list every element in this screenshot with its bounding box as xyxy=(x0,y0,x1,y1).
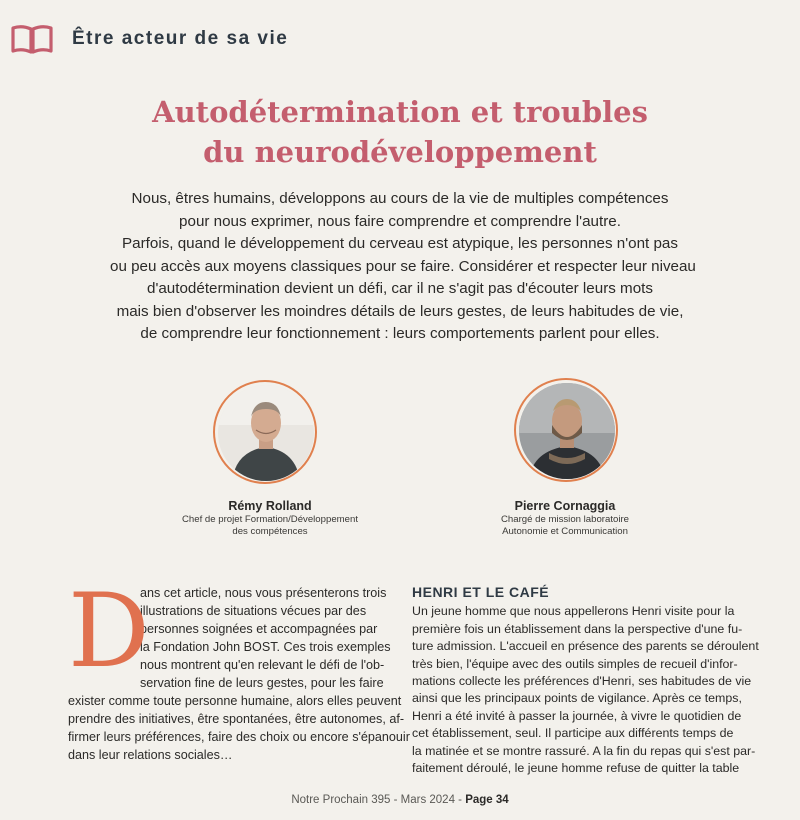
body-line: servation fine de leurs gestes, pour les faire xyxy=(140,676,384,690)
portrait-photo xyxy=(519,383,615,479)
author-portrait xyxy=(514,378,618,482)
body-line: cet établissement, seul. Il participe aux différents temps de xyxy=(412,726,734,741)
section-title: Être acteur de sa vie xyxy=(72,28,289,49)
article-intro xyxy=(110,188,696,346)
article-title-line: du neurodéveloppement xyxy=(203,135,597,169)
author-role-line: Autonomie et Communication xyxy=(502,526,628,537)
author-card xyxy=(470,498,660,538)
body-line: personnes soignées et accompagnées par xyxy=(140,622,378,636)
body-line: très bien, l'équipe avec des outils simples de recueil d'infor- xyxy=(412,656,738,671)
author-role xyxy=(175,514,365,538)
story-heading: HENRI ET LE CAFÉ xyxy=(412,584,550,600)
body-line: ainsi que les principaux points de vigilance. Après ce temps, xyxy=(412,691,742,706)
footer-text: Notre Prochain 395 - Mars 2024 - xyxy=(291,794,466,806)
story-column xyxy=(412,584,759,777)
author-name: Pierre Cornaggia xyxy=(514,499,616,513)
body-line: ans cet article, nous vous présenterons trois xyxy=(140,586,387,600)
open-book-icon xyxy=(10,23,54,55)
body-line: mations collecte les préférences d'Henri, ses habitudes de vie xyxy=(412,674,752,689)
section-header xyxy=(10,22,288,56)
intro-line: de comprendre leur fonctionnement : leurs comportements parlent pour elles. xyxy=(140,325,660,342)
intro-line: ou peu accès aux moyens classiques pour se faire. Considérer et respecter leur niveau xyxy=(110,257,696,275)
author-role-line: Chargé de mission laboratoire xyxy=(501,514,629,525)
body-line: exister comme toute personne humaine, alors elles peuvent xyxy=(68,694,402,708)
body-line: la matinée et se montre rassuré. A la fin du repas qui s'est par- xyxy=(412,743,756,758)
author-name: Rémy Rolland xyxy=(228,499,312,513)
intro-line: d'autodétermination devient un défi, car il ne s'agit pas d'écouter leurs mots xyxy=(147,280,653,297)
body-line: la Fondation John BOST. Ces trois exemples xyxy=(140,640,391,654)
body-line: faitement déroulé, le jeune homme refuse de quitter la table xyxy=(412,761,740,776)
body-line: dans leur relations sociales… xyxy=(68,748,233,762)
intro-line: Nous, êtres humains, développons au cours de la vie de multiples compétences xyxy=(131,190,669,207)
intro-line: pour nous exprimer, nous faire comprendre et comprendre l'autre. xyxy=(179,212,621,230)
body-line: nous montrent qu'en relevant le défi de l'ob- xyxy=(140,658,385,672)
intro-line: mais bien d'observer les moindres détails de leurs gestes, de leurs habitudes de vie, xyxy=(116,302,684,320)
article-title xyxy=(100,92,700,172)
author-role-line: des compétences xyxy=(232,526,308,537)
body-line: première fois un établissement dans la perspective d'une fu- xyxy=(412,621,743,636)
author-role xyxy=(470,514,660,538)
body-line: Un jeune homme que nous appellerons Henri visite pour la xyxy=(412,604,735,619)
intro-column xyxy=(68,572,410,764)
body-line: firmer leurs préférences, faire des choix ou encore s'épanouir xyxy=(68,730,410,744)
author-card xyxy=(175,498,365,538)
article-title-line: Autodétermination et troubles xyxy=(152,95,648,129)
intro-line: Parfois, quand le développement du cerveau est atypique, les personnes n'ont pas xyxy=(122,235,678,252)
body-line: illustrations de situations vécues par des xyxy=(140,604,367,618)
author-role-line: Chef de projet Formation/Développement xyxy=(182,514,358,525)
author-portrait xyxy=(213,380,317,484)
body-line: ture admission. L'accueil en présence des parents se déroulent xyxy=(412,639,759,654)
body-line: prendre des initiatives, être spontanées, être autonomes, af- xyxy=(68,712,405,726)
drop-cap: D xyxy=(68,572,150,691)
page-number: Page 34 xyxy=(465,794,509,806)
portrait-photo xyxy=(218,385,314,481)
page-footer xyxy=(0,794,800,806)
body-line: Henri a été invité à passer la journée, à vivre le quotidien de xyxy=(412,708,742,723)
